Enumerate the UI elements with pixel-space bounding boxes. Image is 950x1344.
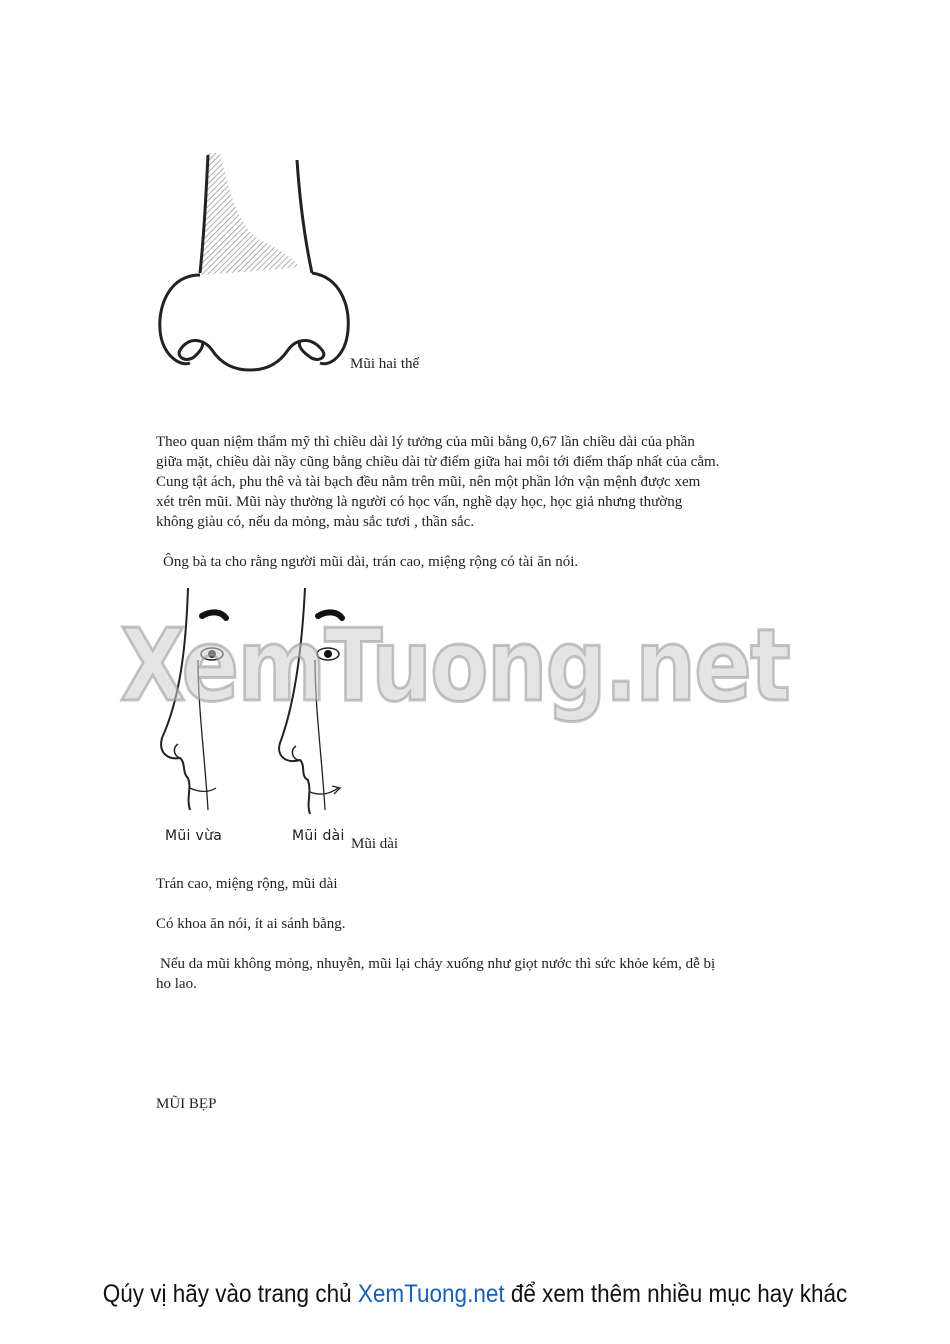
figure2-caption: Mũi dài bbox=[351, 836, 399, 852]
footer-banner bbox=[48, 1280, 903, 1309]
text-line: xét trên mũi. Mũi này thường là người có học vấn, nghề dạy học, học giả nhưng thường bbox=[156, 494, 683, 510]
text-line: Cung tật ách, phu thê và tài bạch đều nằm trên mũi, nên một phần lớn vận mệnh được xem bbox=[156, 474, 701, 490]
text-line: Theo quan niệm thẩm mỹ thì chiều dài lý tưởng của mũi bằng 0,67 lần chiều dài của phần bbox=[156, 434, 695, 450]
text-line: không giàu có, nếu da mỏng, màu sắc tươi , thần sắc. bbox=[156, 514, 475, 530]
section-heading-flat-nose: MŨI BẸP bbox=[156, 1096, 217, 1112]
watermark: XemTuong.net bbox=[120, 607, 790, 724]
paragraph-ideal-nose-length bbox=[156, 432, 816, 532]
paragraph-health bbox=[156, 954, 816, 994]
text-line: Nếu da mũi không mỏng, nhuyễn, mũi lại chảy xuống như giọt nước thì sức khỏe kém, dễ bị bbox=[160, 956, 716, 972]
text-line: ho lao. bbox=[156, 976, 197, 992]
figure1-caption: Mũi hai thể bbox=[350, 356, 420, 372]
paragraph-eloquence: Có khoa ăn nói, ít ai sánh bằng. bbox=[156, 916, 346, 932]
footer-text-before: Qúy vị hãy vào trang chủ bbox=[102, 1280, 358, 1308]
paragraph-long-nose-saying: Ông bà ta cho rằng người mũi dài, trán cao, miệng rộng có tài ăn nói. bbox=[163, 554, 579, 570]
nose-front-illustration bbox=[150, 145, 360, 380]
footer-home-link[interactable]: XemTuong.net bbox=[357, 1280, 505, 1308]
text-line: giữa mặt, chiều dài nầy cũng bằng chiều dài từ điểm giữa hai môi tới điểm thấp nhất của cằm. bbox=[156, 454, 720, 470]
footer-text-after: để xem thêm nhiều mục hay khác bbox=[504, 1280, 848, 1308]
label-medium-nose: Mũi vừa bbox=[165, 828, 223, 844]
label-long-nose: Mũi dài bbox=[292, 828, 345, 844]
paragraph-traits: Trán cao, miệng rộng, mũi dài bbox=[156, 876, 338, 892]
